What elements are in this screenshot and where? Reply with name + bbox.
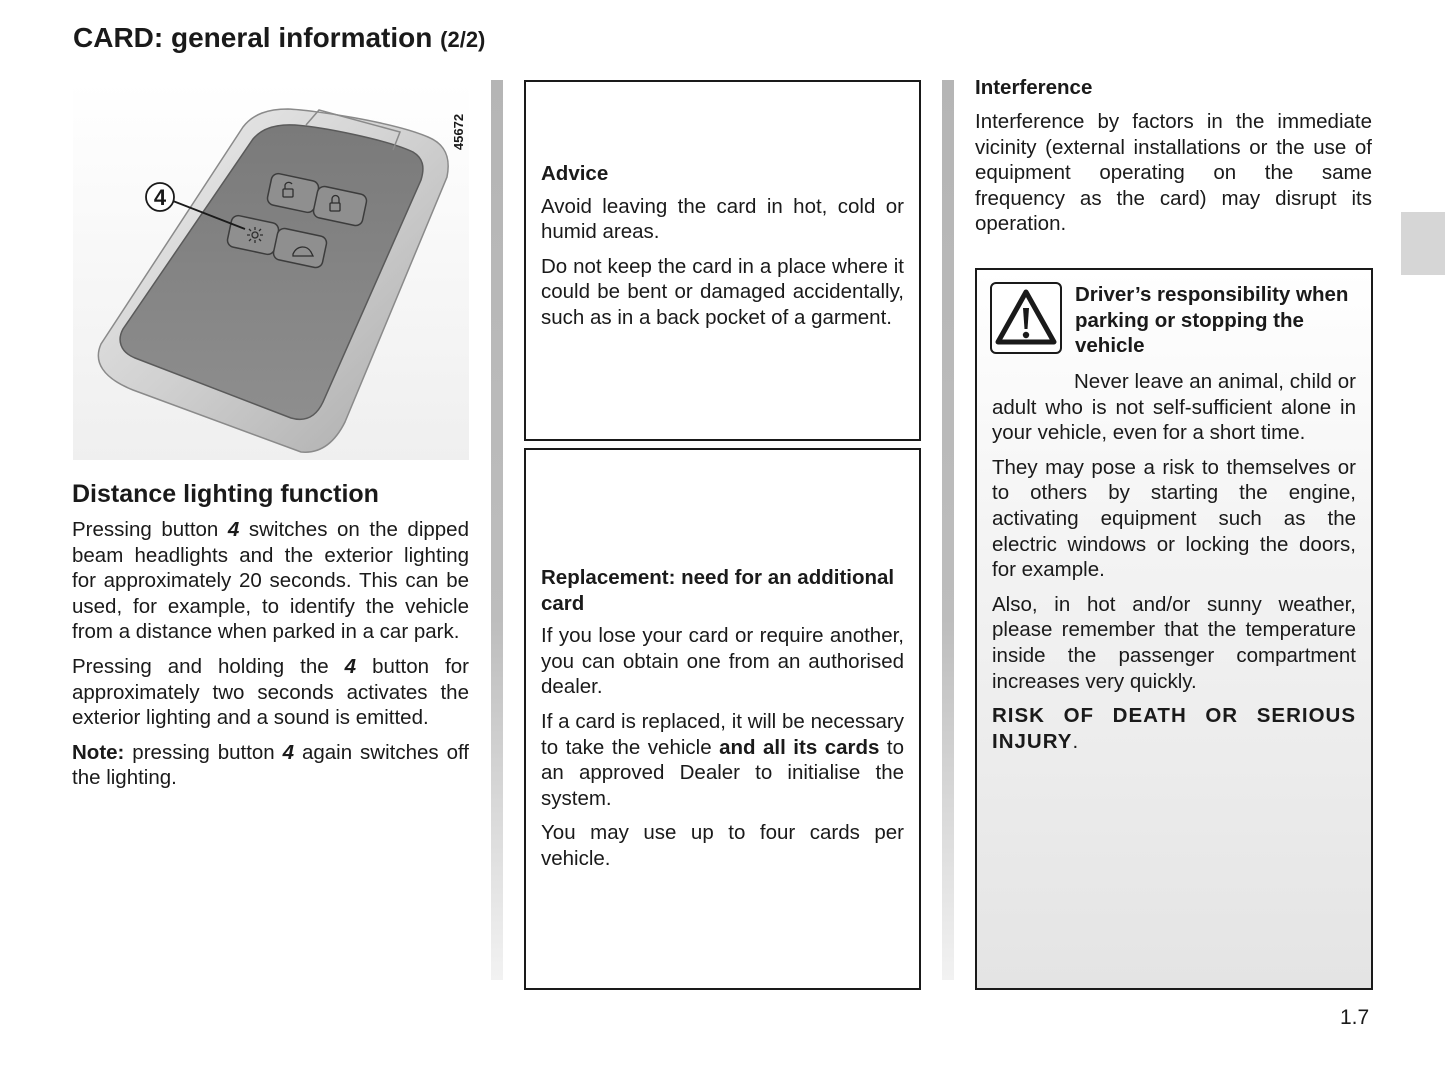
advice-heading: Advice [541, 162, 609, 185]
replacement-p1: If you lose your card or require another, you can obtain one from an authorised dealer. [541, 624, 904, 699]
interference-section [975, 75, 1372, 246]
warning-box [975, 268, 1373, 990]
button-ref: 4 [282, 740, 295, 764]
text-run: button for approximately two seconds activates the exterior lighting and a sound is emitted. [72, 654, 469, 730]
figure-ref-number: 45672 [451, 113, 466, 151]
interference-p1: Interference by factors in the immediate vicinity (external installations or the use of equipment operating on the same frequency as the card) may disrupt its operation. [975, 110, 1372, 236]
warning-triangle-icon [990, 282, 1062, 354]
warning-p2: They may pose a risk to themselves or to others by starting the engine, activating equipment such as the electric windows or locking the doors, for example. [992, 455, 1356, 582]
warning-title: Driver’s responsibility when parking or stopping the vehicle [1075, 283, 1349, 358]
replacement-heading: Replacement: need for an additional card [541, 566, 895, 615]
page-title-text: CARD: general information [73, 22, 433, 53]
distance-lighting-p1 [72, 517, 469, 645]
button-ref: 4 [344, 654, 357, 678]
replacement-box [524, 448, 921, 990]
distance-lighting-heading: Distance lighting function [72, 480, 379, 508]
warning-p3: Also, in hot and/or sunny weather, please remember that the temperature inside the passenger compartment increases very quickly. [992, 592, 1356, 693]
text-run: Pressing button [72, 518, 228, 541]
text-run: again switches off the lighting. [72, 740, 469, 790]
risk-text: RISK OF DEATH OR SERIOUS INJURY [992, 704, 1356, 753]
button-ref: 4 [227, 518, 240, 541]
warning-p4 [992, 703, 1356, 754]
card-illustration [73, 82, 469, 460]
distance-lighting-note [72, 740, 469, 791]
text-run: Pressing and holding the [72, 654, 345, 678]
chapter-tab [1401, 212, 1445, 275]
column-divider [491, 80, 503, 980]
distance-lighting-p2 [72, 654, 469, 731]
warning-p1: Never leave an animal, child or adult who is not self-sufficient alone in your vehicle, even for a short time. [992, 370, 1356, 445]
text-run: pressing button [124, 740, 283, 764]
replacement-p2 [541, 709, 904, 811]
column-divider [942, 80, 954, 980]
card-drawing [73, 82, 469, 460]
advice-p2: Do not keep the card in a place where it could be bent or damaged accidentally, such as in a back pocket of a garment. [541, 254, 904, 329]
page-title-suffix: (2/2) [440, 27, 486, 52]
page-title [73, 22, 485, 54]
text-run: to an approved Dealer to initialise the system. [541, 735, 905, 810]
callout-label: 4 [153, 185, 167, 210]
text-run: switches on the dipped beam headlights and the exterior lighting for approximately 20 seconds. This can be used, for example, to identify the vehicle from a distance when parked in a car park. [72, 518, 469, 644]
bold-run: and all its cards [719, 735, 880, 759]
replacement-p3: You may use up to four cards per vehicle. [541, 821, 904, 870]
distance-lighting-section [72, 480, 469, 800]
note-label: Note: [72, 740, 125, 764]
advice-box [524, 80, 921, 441]
advice-p1: Avoid leaving the card in hot, cold or humid areas. [541, 194, 904, 244]
text-run: . [1072, 729, 1080, 753]
interference-heading: Interference [975, 76, 1093, 99]
page-number: 1.7 [1340, 1006, 1370, 1029]
text-run: If a card is replaced, it will be necessary to take the vehicle [541, 709, 904, 759]
